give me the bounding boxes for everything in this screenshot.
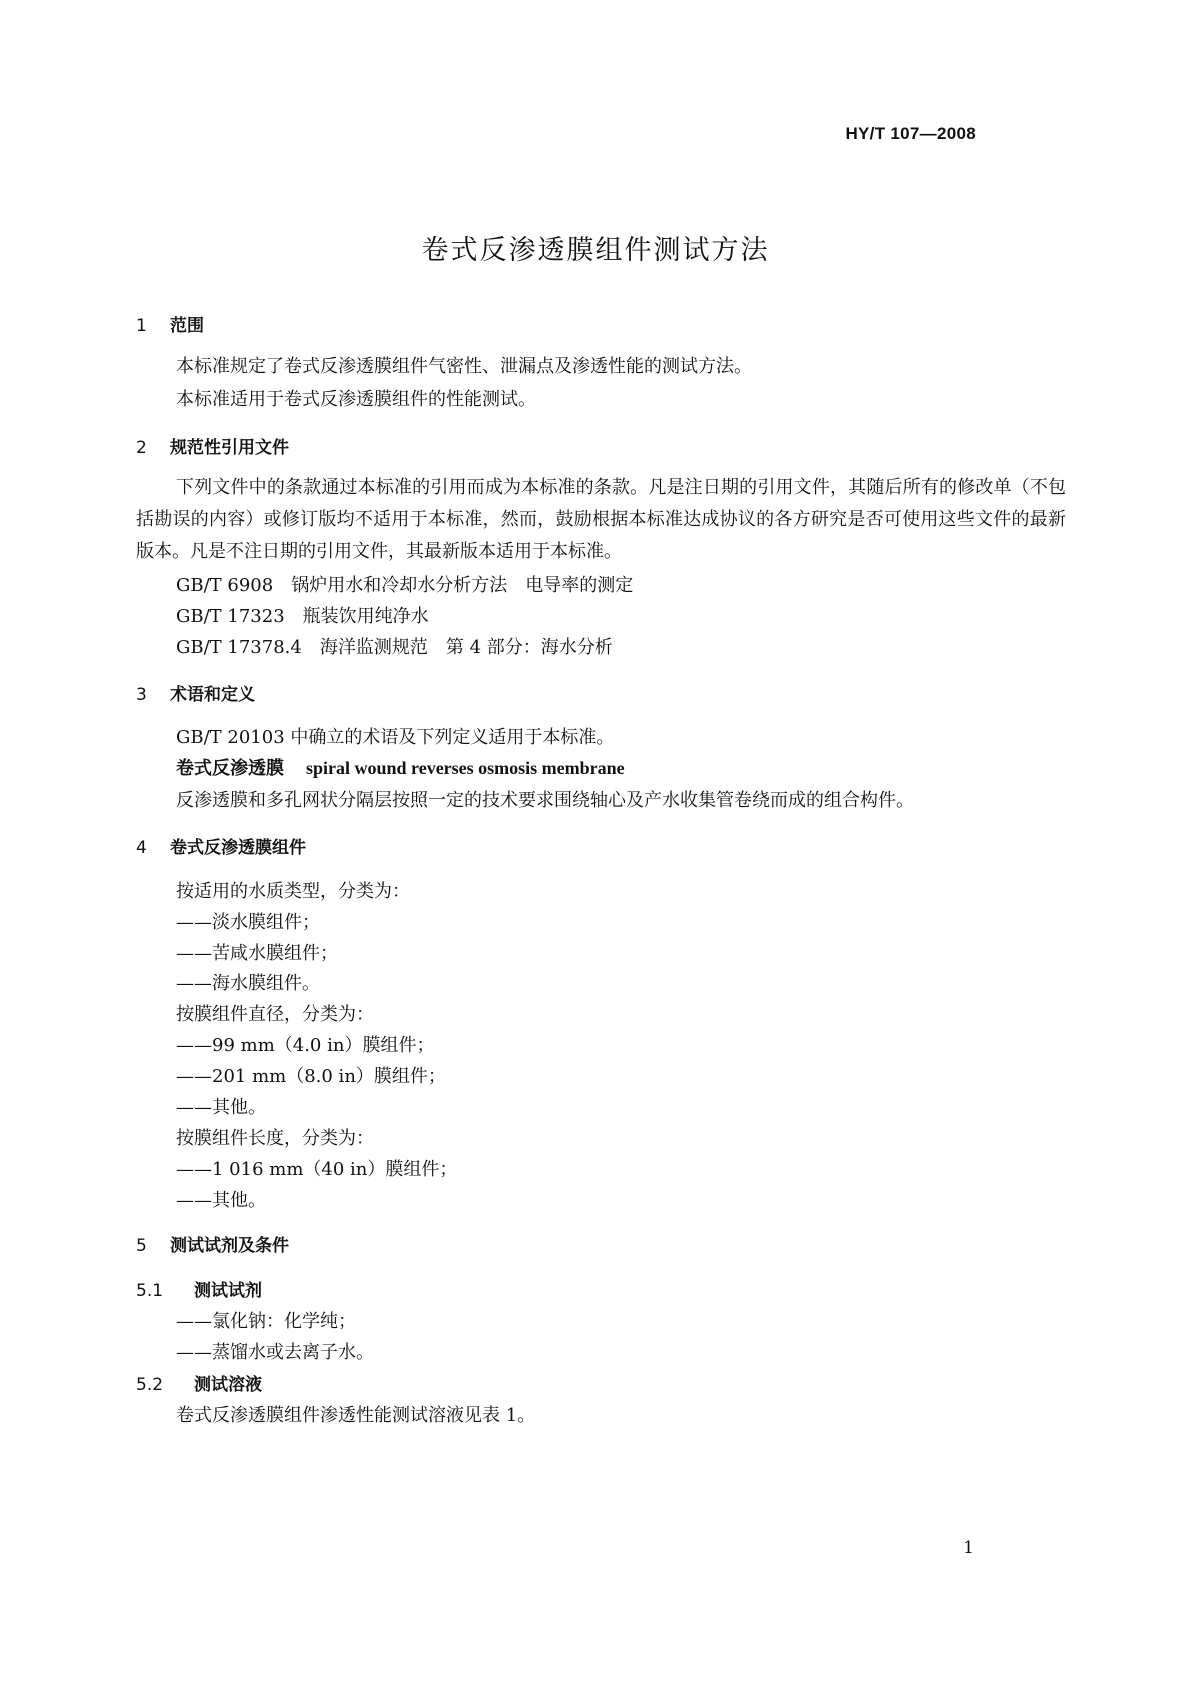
reference-code: GB/T 6908 xyxy=(176,575,274,596)
paragraph: 下列文件中的条款通过本标准的引用而成为本标准的条款。凡是注日期的引用文件，其随后所有的修改单（不包括勘误的内容）或修订版均不适用于本标准，然而，鼓励根据本标准达成协议的各方研究是否可使用这些文件的最新版本。凡是不注日期的引用文件，其最新版本适用于本标准。 xyxy=(136,477,1066,562)
reference-title: 锅炉用水和冷却水分析方法 xyxy=(291,575,508,596)
term-english: spiral wound reverses osmosis membrane xyxy=(306,758,625,778)
reference-item xyxy=(176,571,633,597)
reference-code: GB/T 17323 xyxy=(176,606,285,627)
list-item: ——其他。 xyxy=(176,1097,266,1118)
subsection-5-1-heading xyxy=(136,1276,262,1301)
subsection-title: 测试溶液 xyxy=(194,1375,262,1395)
section-title: 规范性引用文件 xyxy=(170,438,289,458)
list-item: 按膜组件长度，分类为： xyxy=(176,1128,374,1149)
section-number: 2 xyxy=(136,438,147,458)
section-number: 1 xyxy=(136,316,147,336)
term-chinese: 卷式反渗透膜 xyxy=(176,758,284,779)
list-item: ——201 mm（8.0 in）膜组件； xyxy=(176,1066,446,1087)
standard-number: HY/T 107—2008 xyxy=(845,124,976,143)
subsection-5-2-heading xyxy=(136,1370,262,1395)
reference-code: GB/T 17378.4 xyxy=(176,637,302,658)
term-entry xyxy=(176,754,625,780)
list-item: ——蒸馏水或去离子水。 xyxy=(176,1342,374,1363)
section-number: 3 xyxy=(136,685,147,705)
list-item: ——海水膜组件。 xyxy=(176,973,320,994)
paragraph: 本标准规定了卷式反渗透膜组件气密性、泄漏点及渗透性能的测试方法。 xyxy=(176,356,752,377)
section-3-heading xyxy=(136,680,255,705)
subsection-number: 5.1 xyxy=(136,1281,164,1301)
section-5-heading xyxy=(136,1231,289,1256)
paragraph: 卷式反渗透膜组件渗透性能测试溶液见表 1。 xyxy=(176,1405,536,1426)
list-item: ——99 mm（4.0 in）膜组件； xyxy=(176,1035,435,1056)
list-item: ——苦咸水膜组件； xyxy=(176,943,338,964)
section-title: 范围 xyxy=(170,316,204,336)
list-item: ——淡水膜组件； xyxy=(176,912,320,933)
subsection-title: 测试试剂 xyxy=(194,1281,262,1301)
reference-subtitle: 第 4 部分：海水分析 xyxy=(445,637,613,658)
paragraph: 本标准适用于卷式反渗透膜组件的性能测试。 xyxy=(176,389,536,410)
reference-title: 瓶装饮用纯净水 xyxy=(302,606,429,627)
reference-item xyxy=(176,633,613,659)
list-item: ——其他。 xyxy=(176,1190,266,1211)
section-title: 卷式反渗透膜组件 xyxy=(170,838,306,858)
section-4-heading xyxy=(136,833,306,858)
subsection-number: 5.2 xyxy=(136,1375,164,1395)
document-title: 卷式反渗透膜组件测试方法 xyxy=(421,235,770,266)
section-2-heading xyxy=(136,433,289,458)
paragraph: GB/T 20103 中确立的术语及下列定义适用于本标准。 xyxy=(176,727,615,748)
list-item: 按适用的水质类型，分类为： xyxy=(176,881,410,902)
section-1-heading xyxy=(136,311,204,336)
reference-subtitle: 电导率的测定 xyxy=(525,575,634,596)
section-number: 5 xyxy=(136,1236,147,1256)
reference-item xyxy=(176,602,447,628)
list-item: 按膜组件直径，分类为： xyxy=(176,1004,374,1025)
section-title: 测试试剂及条件 xyxy=(170,1236,289,1256)
list-item: ——1 016 mm（40 in）膜组件； xyxy=(176,1159,458,1180)
section-number: 4 xyxy=(136,838,147,858)
list-item: ——氯化钠：化学纯； xyxy=(176,1311,356,1332)
term-definition: 反渗透膜和多孔网状分隔层按照一定的技术要求围绕轴心及产水收集管卷绕而成的组合构件。 xyxy=(176,790,914,811)
section-title: 术语和定义 xyxy=(170,685,255,705)
reference-title: 海洋监测规范 xyxy=(319,637,428,658)
page-number: 1 xyxy=(963,1538,974,1558)
